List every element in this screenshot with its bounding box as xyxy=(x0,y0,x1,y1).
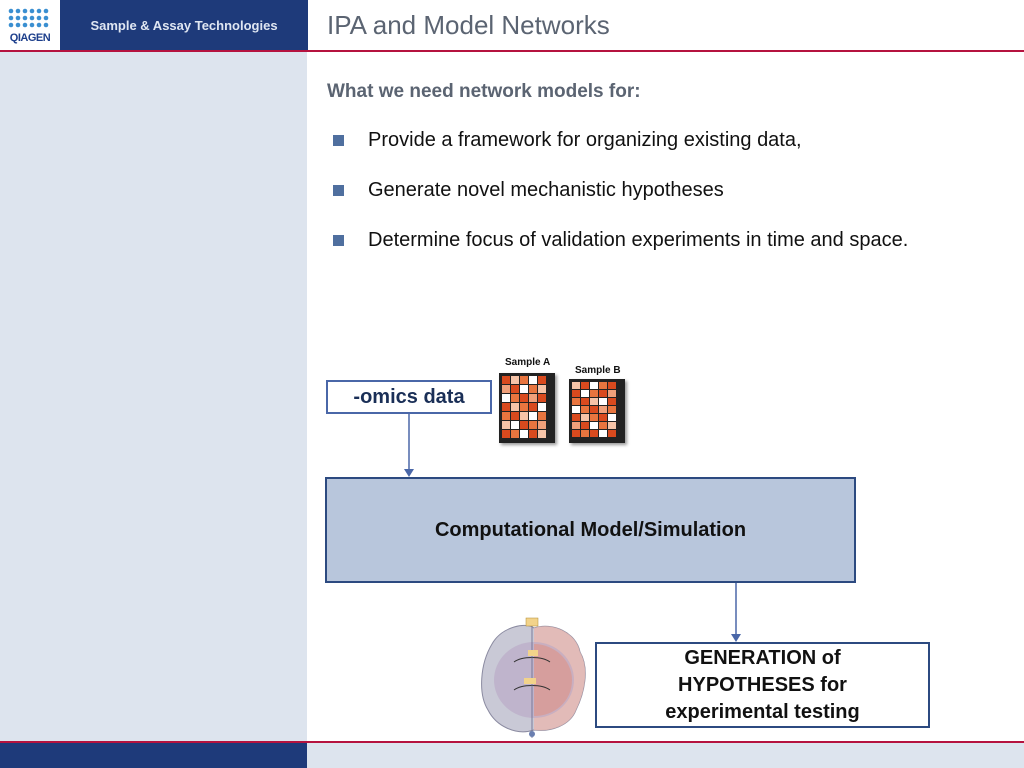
section-subheading: What we need network models for: xyxy=(327,81,641,102)
list-item xyxy=(333,229,908,279)
sidebar-panel xyxy=(0,52,307,742)
sample-a-label: Sample A xyxy=(505,357,551,368)
bullet-square-icon xyxy=(333,135,344,146)
arrow-down-icon xyxy=(729,583,743,643)
hypotheses-line-2: HYPOTHESES for xyxy=(678,673,847,696)
page-title: IPA and Model Networks xyxy=(327,10,610,40)
hypotheses-line-1: GENERATION of xyxy=(684,646,841,669)
list-item xyxy=(333,129,908,179)
macrophage-cell-icon xyxy=(472,614,592,742)
computational-model-box: Computational Model/Simulation xyxy=(325,477,856,583)
sample-b-label: Sample B xyxy=(575,365,621,376)
bullet-square-icon xyxy=(333,235,344,246)
brand-tagline: Sample & Assay Technologies xyxy=(60,0,308,50)
list-item-text: Determine focus of validation experiments in time and space. xyxy=(368,229,909,251)
footer-right-band xyxy=(307,743,1024,768)
list-item-text: Generate novel mechanistic hypotheses xyxy=(368,179,724,201)
omics-data-box: -omics data xyxy=(326,380,492,414)
bullet-list xyxy=(333,129,908,279)
logo-wordmark: QIAGEN xyxy=(9,32,51,44)
bullet-square-icon xyxy=(333,185,344,196)
footer-left-band xyxy=(0,743,307,768)
hypotheses-line-3: experimental testing xyxy=(665,700,860,723)
list-item xyxy=(333,179,908,229)
qiagen-logo xyxy=(0,0,60,50)
sample-a-heatmap-icon xyxy=(499,373,555,443)
hypotheses-box xyxy=(595,642,930,728)
list-item-text: Provide a framework for organizing existing data, xyxy=(368,129,802,151)
arrow-down-icon xyxy=(402,414,416,478)
logo-dots-icon xyxy=(8,8,52,32)
sample-b-heatmap-icon xyxy=(569,379,625,443)
